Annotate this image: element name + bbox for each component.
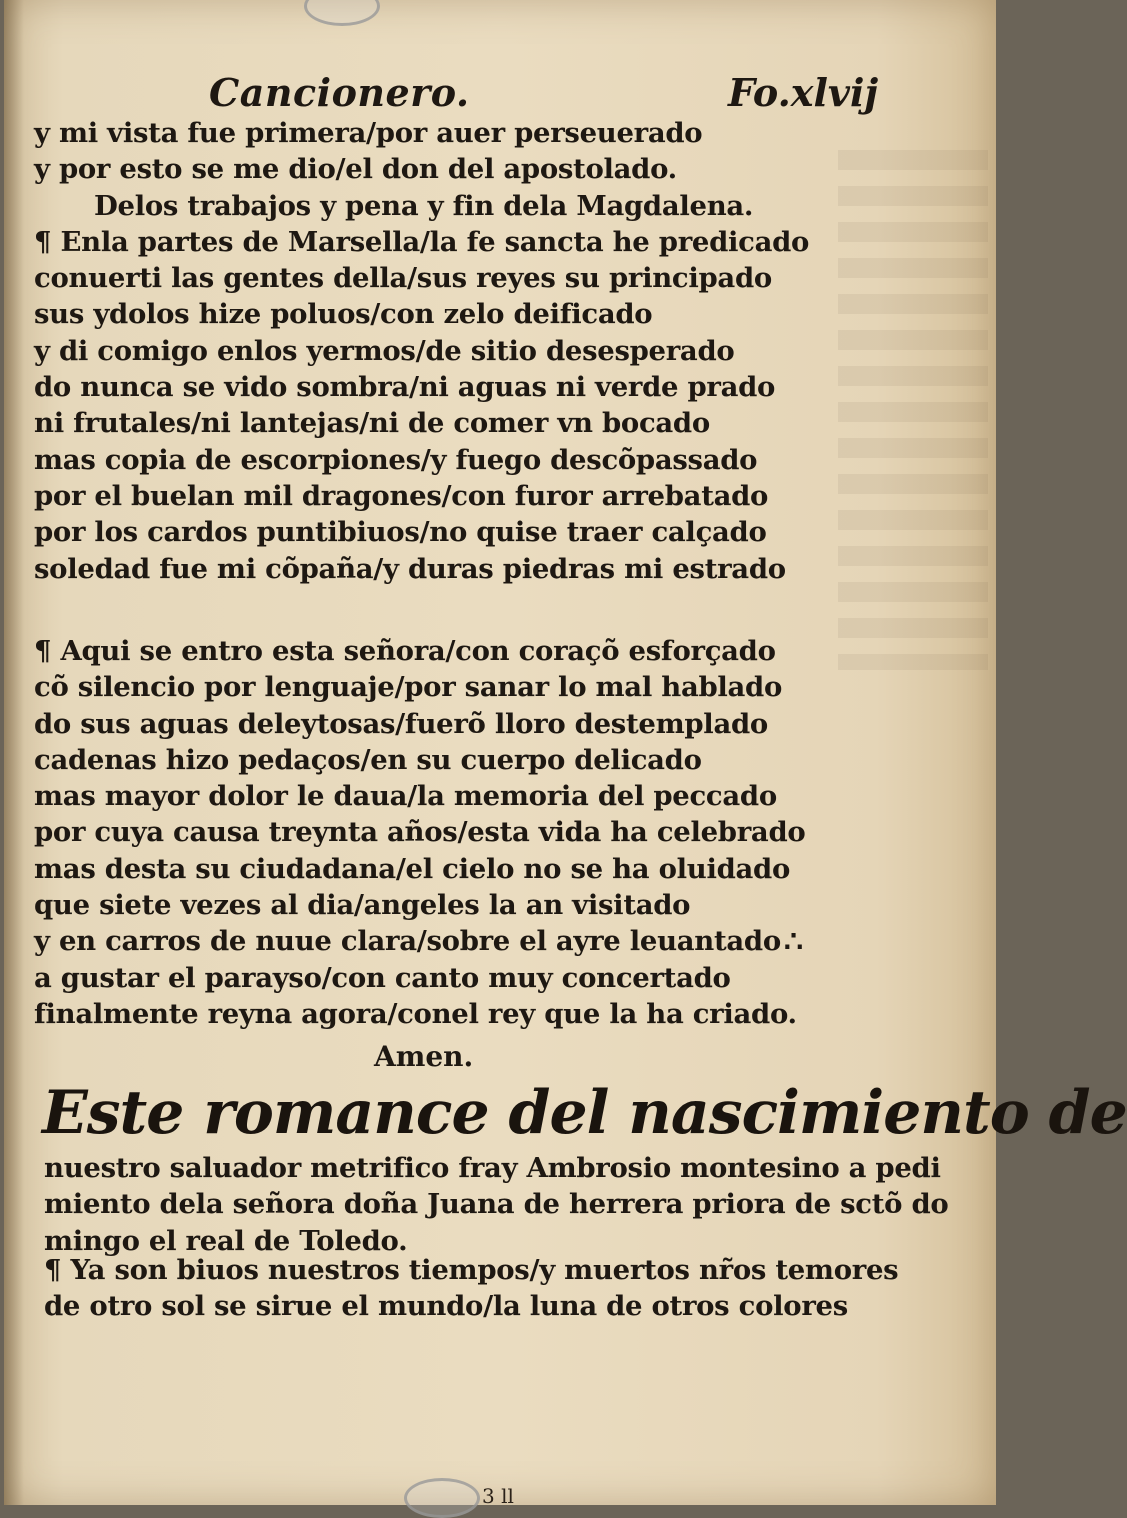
running-header (4, 70, 996, 120)
verse-line: por los cardos puntibiuos/no quise traer calçado (34, 516, 767, 549)
verse-line: sus ydolos hize poluos/con zelo deificado (34, 298, 653, 331)
verse-block-2 (34, 633, 934, 1032)
verse-line: mas copia de escorpiones/y fuego descõpassado (34, 443, 758, 476)
verse-line: que siete vezes al dia/angeles la an visitado (34, 889, 691, 922)
verse-line: ¶ Enla partes de Marsella/la fe sancta he predicado (34, 225, 810, 258)
verse-block-1 (34, 115, 934, 587)
verse-line: finalmente reyna agora/conel rey que la ha criado. (34, 997, 797, 1030)
verse-line: ni frutales/ni lantejas/ni de comer vn bocado (34, 407, 710, 440)
verse-line: ¶ Aqui se entro esta señora/con coraçõ esforçado (34, 635, 776, 667)
verse-line: mas desta su ciudadana/el cielo no se ha oluidado (34, 852, 791, 885)
verse-line: cõ silencio por lenguaje/por sanar lo mal hablado (34, 671, 783, 704)
signature-mark: 3 ll (482, 1484, 514, 1508)
rubric-line: mingo el real de Toledo. (44, 1224, 408, 1257)
ornament-mark: ∴ (784, 925, 804, 960)
verse-line: y por esto se me dio/el don del apostolado. (34, 153, 677, 186)
verse-line: a gustar el parayso/con canto muy concertado (34, 961, 731, 994)
verse-line: ¶ Ya son biuos nuestros tiempos/y muertos nr̃os temores (44, 1254, 899, 1286)
page-clip-top (304, 0, 380, 26)
romance-rubric (44, 1150, 949, 1259)
page-clip-bottom (404, 1478, 480, 1518)
verse-line: por cuya causa treynta años/esta vida ha celebrado (34, 816, 806, 849)
amen-line: Amen. (374, 1040, 474, 1073)
verse-line: y en carros de nuue clara/sobre el ayre leuantado (34, 925, 781, 958)
running-title: Cancionero. (209, 70, 470, 115)
verse-line: mas mayor dolor le daua/la memoria del peccado (34, 780, 777, 813)
verse-line: y mi vista fue primera/por auer perseuerado (34, 117, 703, 149)
section-heading: Delos trabajos y pena y fin dela Magdalena. (94, 189, 754, 222)
verse-line: de otro sol se sirue el mundo/la luna de otros colores (44, 1290, 848, 1323)
book-page (4, 0, 1127, 1508)
folio-number: Fo.xlvij (728, 70, 879, 115)
gutter-shadow (4, 0, 24, 1505)
verse-line: soledad fue mi cõpaña/y duras piedras mi estrado (34, 552, 786, 585)
romance-verses (44, 1252, 944, 1325)
verse-line: conuerti las gentes della/sus reyes su principado (34, 262, 772, 295)
verse-line: por el buelan mil dragones/con furor arrebatado (34, 479, 769, 512)
rubric-line: miento dela señora doña Juana de herrera priora de sctõ do (44, 1188, 949, 1221)
verse-line: do nunca se vido sombra/ni aguas ni verde prado (34, 371, 776, 404)
verse-line: y di comigo enlos yermos/de sitio desesperado (34, 334, 735, 367)
verse-line: do sus aguas deleytosas/fuerõ lloro destemplado (34, 707, 768, 740)
rubric-line: nuestro saluador metrifico fray Ambrosio montesino a pedi (44, 1152, 941, 1184)
verse-line: cadenas hizo pedaços/en su cuerpo delicado (34, 743, 702, 776)
romance-title: Este romance del nascimiento de (42, 1078, 1127, 1148)
